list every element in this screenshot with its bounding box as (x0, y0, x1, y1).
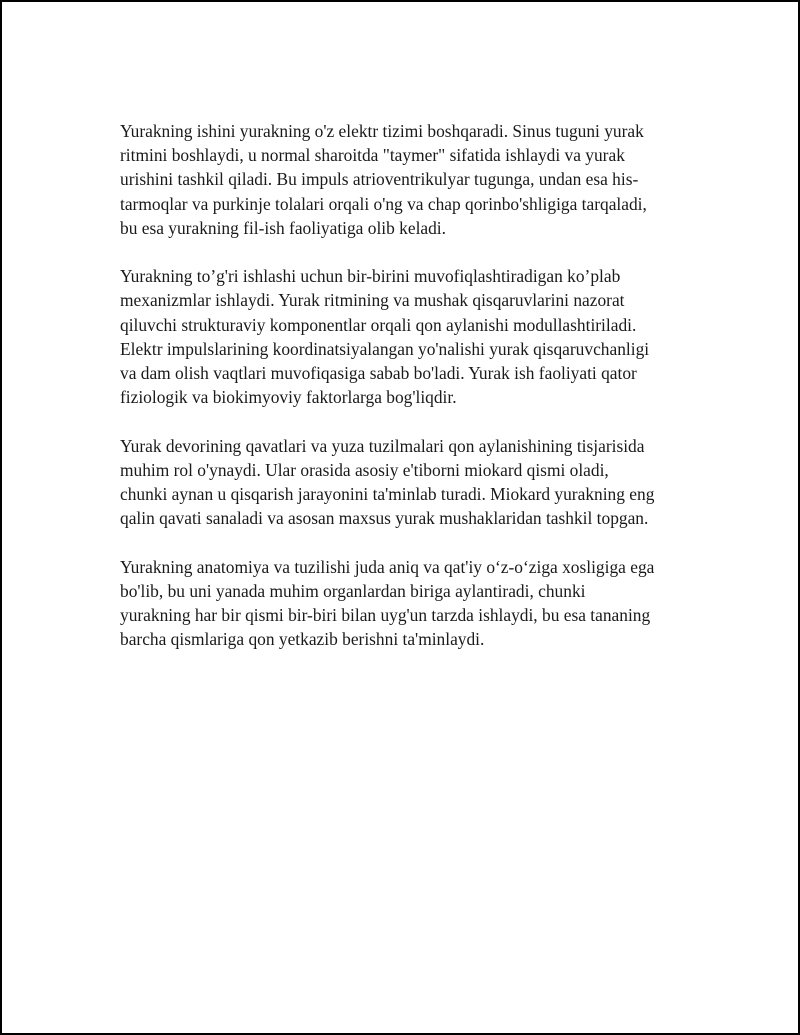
text-line: yurakning har bir qismi bir-biri bilan uyg'un tarzda ishlaydi, bu esa tananing (120, 605, 651, 626)
text-line: qalin qavati sanaladi va asosan maxsus yurak mushaklaridan tashkil topgan. (120, 508, 649, 529)
paragraph-electrical-system (120, 119, 700, 240)
text-line: Yurakning to’g'ri ishlashi uchun bir-birini muvofiqlashtiradigan ko’plab (120, 266, 621, 287)
text-line: ritmini boshlaydi, u normal sharoitda "taymer" sifatida ishlaydi va yurak (120, 145, 625, 166)
text-line: bo'lib, bu uni yanada muhim organlardan biriga aylantiradi, chunki (120, 580, 586, 601)
text-line: Yurakning anatomiya va tuzilishi juda aniq va qat'iy o‘z-o‘ziga xosligiga ega (120, 556, 655, 577)
text-line: chunki aynan u qisqarish jarayonini ta'minlab turadi. Miokard yurakning eng (120, 484, 655, 505)
text-line: va dam olish vaqtlari muvofiqasiga sabab bo'ladi. Yurak ish faoliyati qator (120, 363, 637, 384)
text-line: barcha qismlariga qon yetkazib berishni ta'minlaydi. (120, 629, 485, 650)
paragraph-coordination-mechanisms (120, 264, 700, 409)
paragraph-heart-wall-layers (120, 434, 700, 531)
text-line: fiziologik va biokimyoviy faktorlarga bog'liqdir. (120, 387, 457, 408)
paragraph-anatomy-structure (120, 555, 700, 652)
text-line: Yurak devorining qavatlari va yuza tuzilmalari qon aylanishining tisjarisida (120, 435, 645, 456)
text-line: muhim rol o'ynaydi. Ular orasida asosiy e'tiborni miokard qismi oladi, (120, 459, 609, 480)
document-body (120, 119, 700, 676)
text-line: mexanizmlar ishlaydi. Yurak ritmining va mushak qisqaruvlarini nazorat (120, 290, 625, 311)
text-line: bu esa yurakning fil-ish faoliyatiga olib keladi. (120, 217, 446, 238)
text-line: tarmoqlar va purkinje tolalari orqali o'ng va chap qorinbo'shligiga tarqaladi, (120, 193, 647, 214)
text-line: Elektr impulslarining koordinatsiyalangan yo'nalishi yurak qisqaruvchanligi (120, 338, 650, 359)
text-line: urishini tashkil qiladi. Bu impuls atrioventrikulyar tugunga, undan esa his- (120, 169, 639, 190)
text-line: Yurakning ishini yurakning o'z elektr tizimi boshqaradi. Sinus tuguni yurak (120, 121, 644, 141)
text-line: qiluvchi strukturaviy komponentlar orqali qon aylanishi modullashtiriladi. (120, 314, 637, 335)
